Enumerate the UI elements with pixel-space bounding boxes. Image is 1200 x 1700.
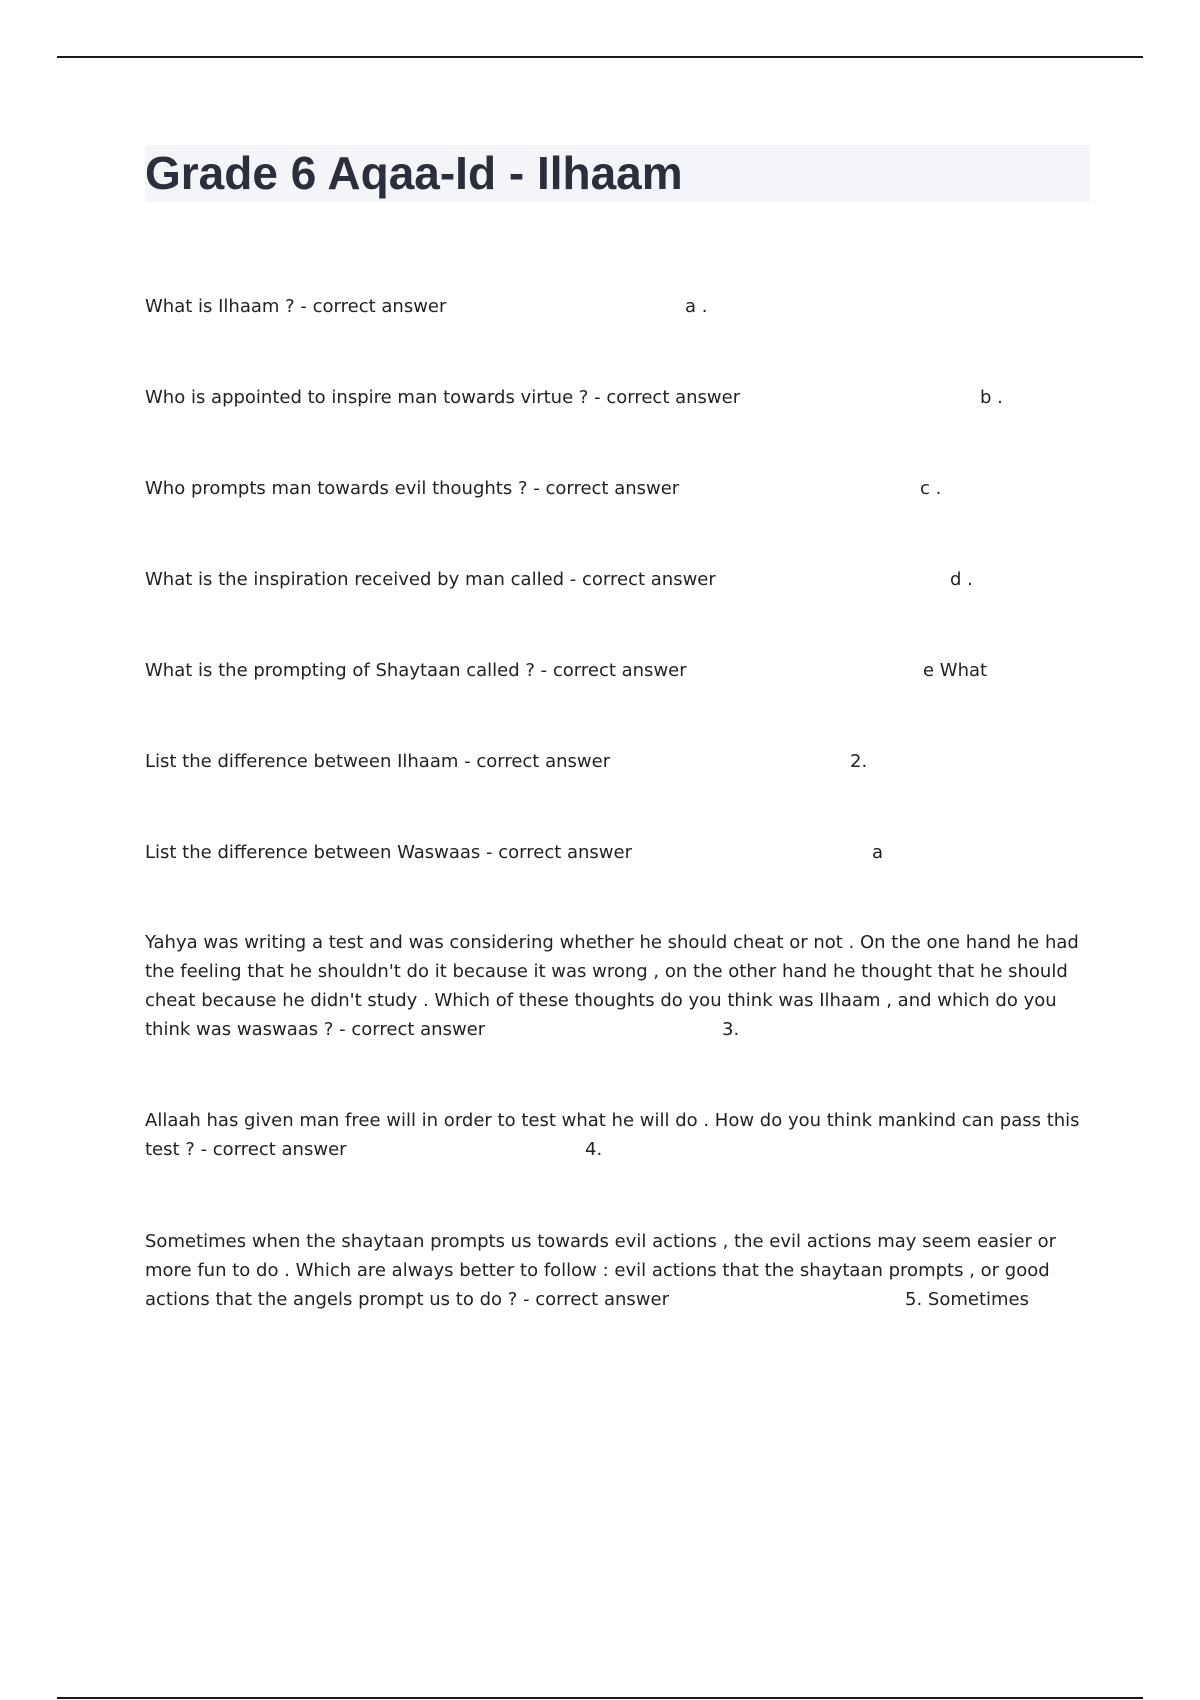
qa-item [145,1227,1090,1314]
question-text: Allaah has given man free will in order to test what he will do . How do you think mankind can pass this test ? - correct answer [145,1110,1080,1160]
question-text: Who is appointed to inspire man towards virtue ? - correct answer [145,387,741,408]
qa-item [145,292,1090,321]
question-text: Who prompts man towards evil thoughts ? - correct answer [145,478,680,499]
question-text: Sometimes when the shaytaan prompts us towards evil actions , the evil actions may seem easier or more fun to do . Which are always better to follow : evil actions that the shaytaan prompts , or good actions that the angels prompt us to do ? - correct answer [145,1231,1057,1310]
question-text: What is Ilhaam ? - correct answer [145,296,447,317]
answer-text: d . [950,569,973,590]
answer-text: a . [685,296,708,317]
qa-item [145,747,1090,776]
top-rule [57,56,1143,58]
question-text: What is the inspiration received by man called - correct answer [145,569,716,590]
qa-item [145,383,1090,412]
answer-text: e What [923,660,988,681]
qa-item [145,1106,1090,1164]
answer-text: 4. [585,1139,603,1160]
qa-item [145,565,1090,594]
question-text: What is the prompting of Shaytaan called ? - correct answer [145,660,687,681]
answer-text: b . [980,387,1003,408]
question-text: Yahya was writing a test and was considering whether he should cheat or not . On the one hand he had the feeling that he shouldn't do it because it was wrong , on the other hand he thought that he should cheat because he didn't study . Which of these thoughts do you think was Ilhaam , and which do you think was waswaas ? - correct answer [145,932,1079,1040]
page-title: Grade 6 Aqaa-Id - Ilhaam [145,147,683,199]
answer-text: 2. [850,751,868,772]
qa-item [145,928,1090,1044]
qa-item [145,656,1090,685]
answer-text: a [872,842,884,863]
bottom-rule [57,1697,1143,1699]
answer-text: 5. Sometimes [905,1289,1029,1310]
question-text: List the difference between Ilhaam - correct answer [145,751,611,772]
answer-text: c . [920,478,942,499]
question-text: List the difference between Waswaas - correct answer [145,842,633,863]
qa-item [145,838,1090,867]
qa-item [145,474,1090,503]
answer-text: 3. [722,1019,740,1040]
